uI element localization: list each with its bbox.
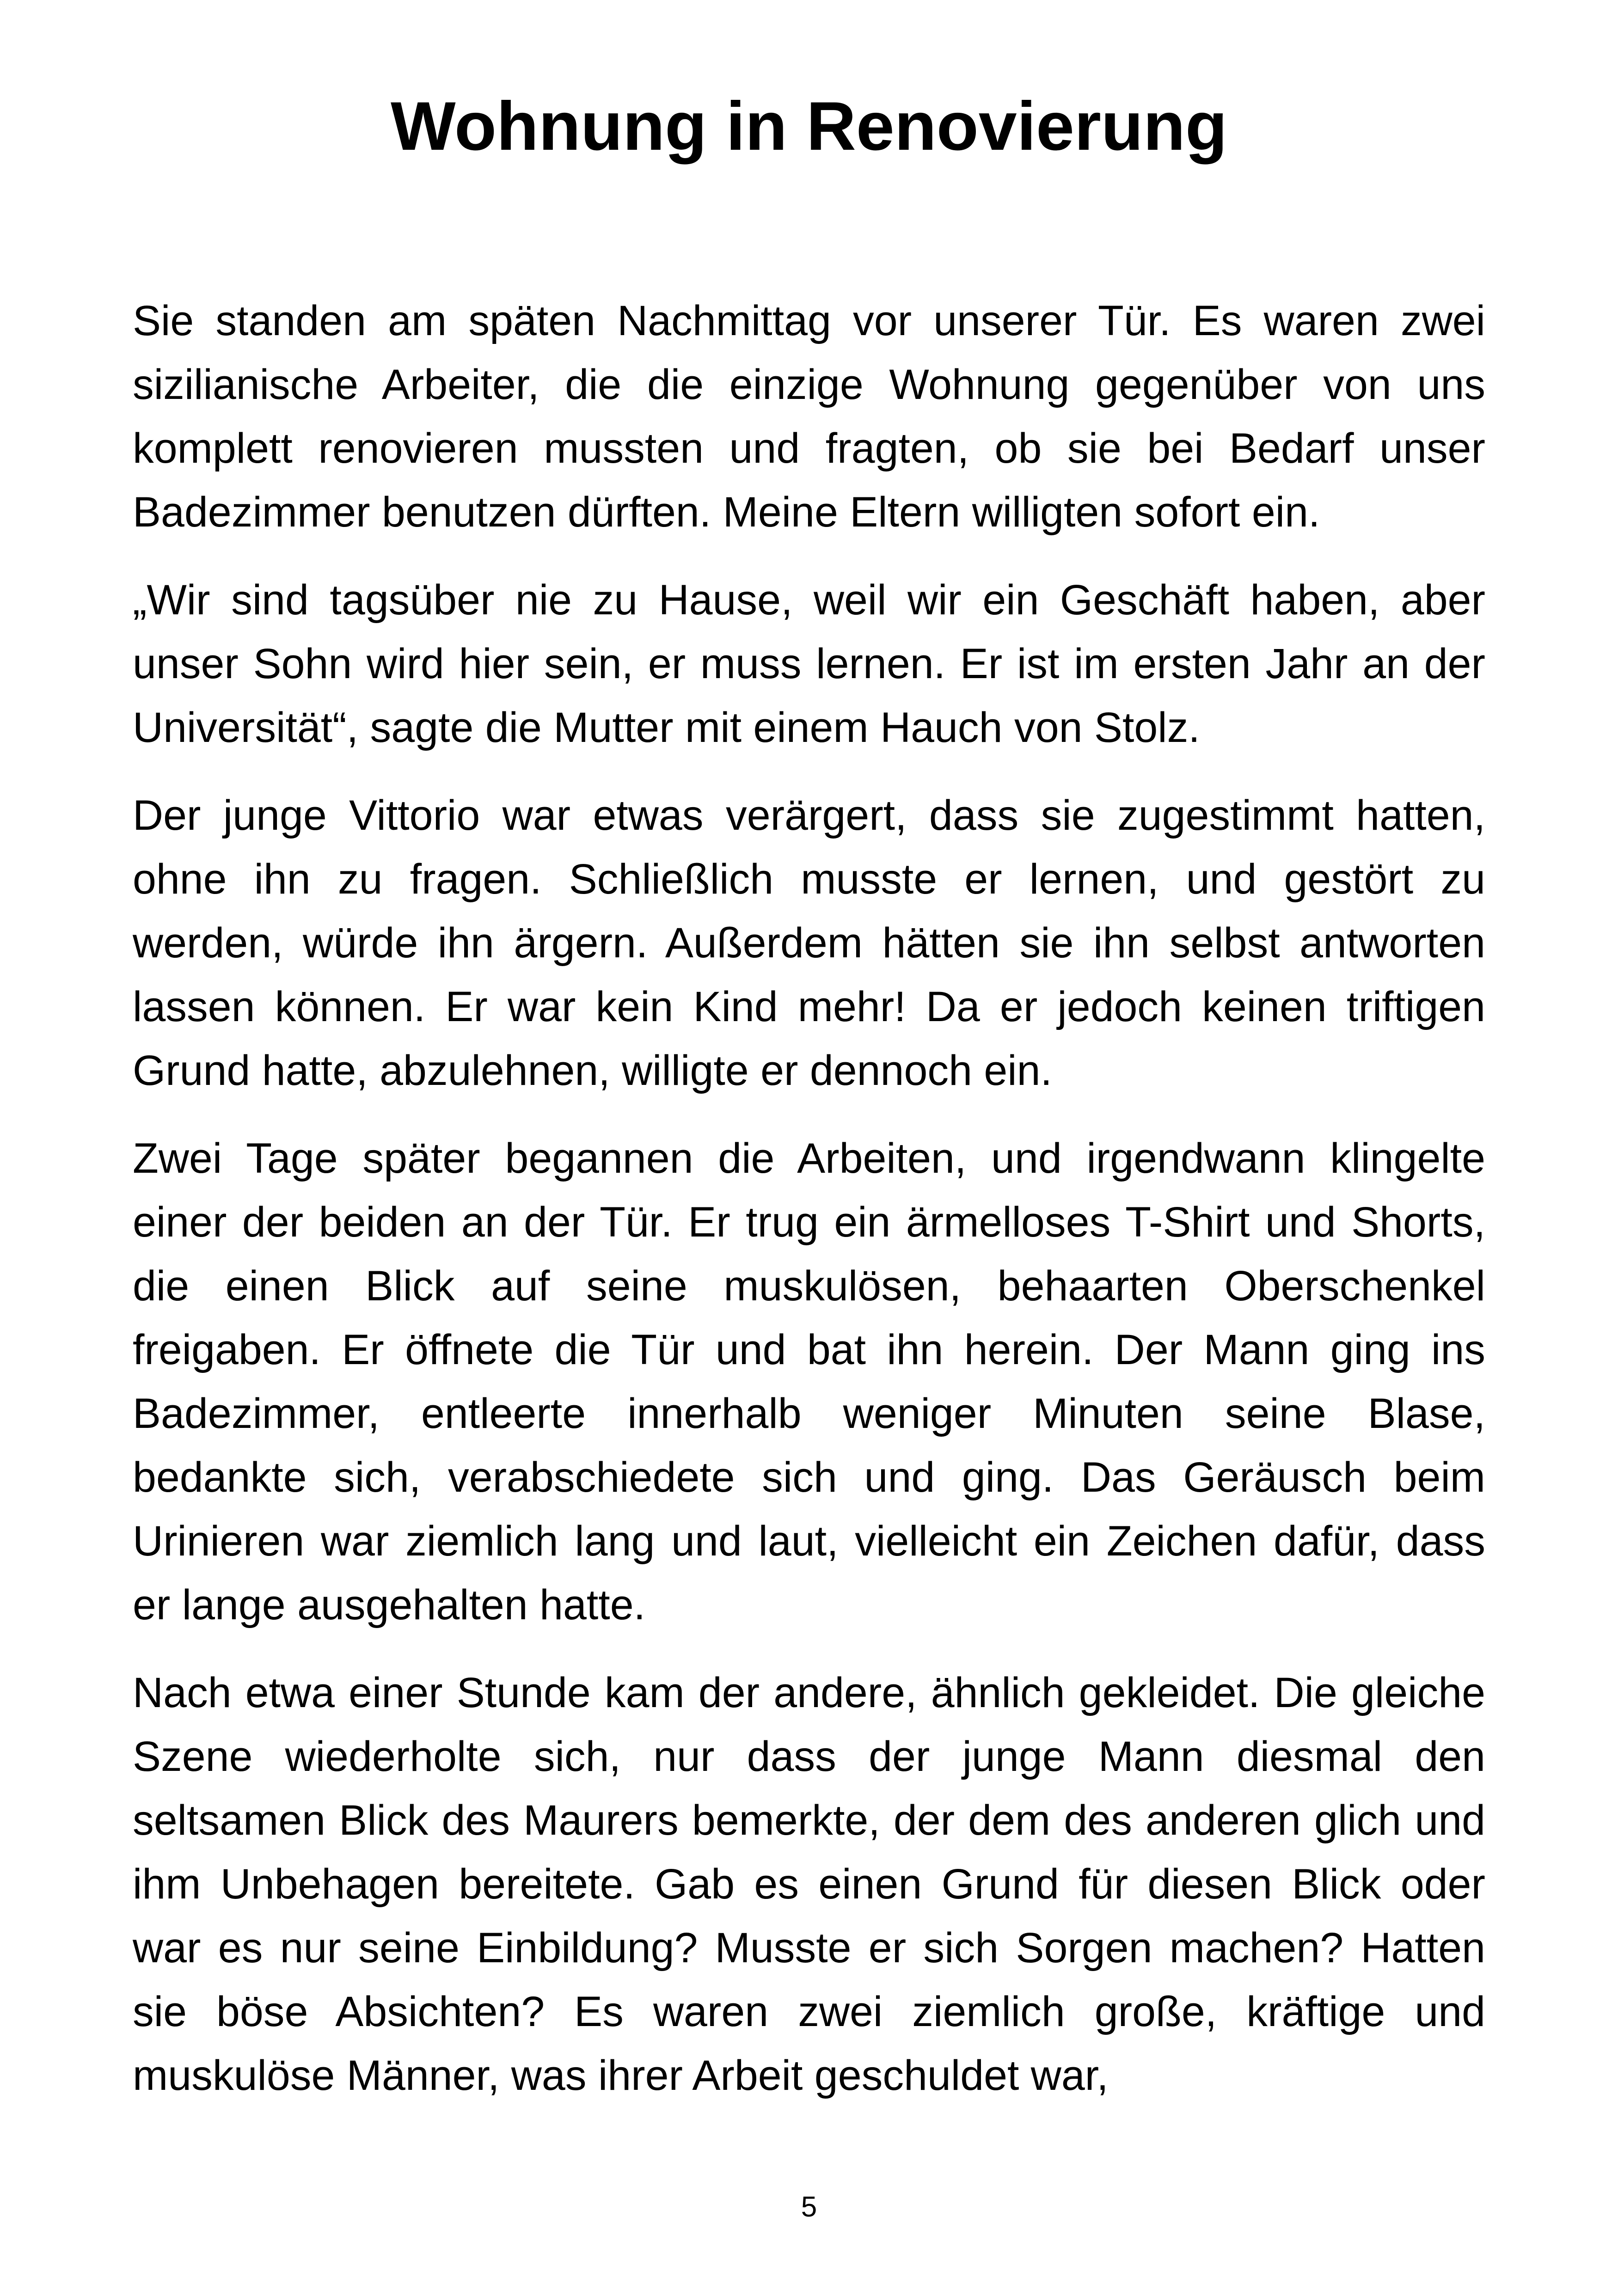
paragraph-2: „Wir sind tagsüber nie zu Hause, weil wir ein Geschäft haben, aber unser Sohn wird hier sein, er muss lernen. Er ist im ersten Jahr an der Universität“, sagte die Mutter mit einem Hauch von Stolz. xyxy=(133,576,1485,751)
page-number: 5 xyxy=(801,2191,817,2223)
paragraph-5: Nach etwa einer Stunde kam der andere, ähnlich gekleidet. Die gleiche Szene wiederholte sich, nur dass der junge Mann diesmal den seltsamen Blick des Maurers bemerkte, der dem des anderen glich und ihm Unbehagen bereitete. Gab es einen Grund für diesen Blick oder war es nur seine Einbildung? Musste er sich Sorgen machen? Hatten sie böse Absichten? Es waren zwei ziemlich große, kräftige und muskulöse Männer, was ihrer Arbeit geschuldet war, xyxy=(133,1669,1485,2099)
paragraph-1: Sie standen am späten Nachmittag vor unserer Tür. Es waren zwei sizilianische Arbeiter, die die einzige Wohnung gegenüber von uns komplett renovieren mussten und fragten, ob sie bei Bedarf unser Badezimmer benutzen dürften. Meine Eltern willigten sofort ein. xyxy=(133,297,1485,536)
paragraph-4: Zwei Tage später begannen die Arbeiten, und irgendwann klingelte einer der beiden an der Tür. Er trug ein ärmelloses T-Shirt und Shorts, die einen Blick auf seine muskulösen, behaarten Oberschenkel freigaben. Er öffnete die Tür und bat ihn herein. Der Mann ging ins Badezimmer, entleerte innerhalb weniger Minuten seine Blase, bedankte sich, verabschiedete sich und ging. Das Geräusch beim Urinieren war ziemlich lang und laut, vielleicht ein Zeichen dafür, dass er lange ausgehalten hatte. xyxy=(133,1135,1485,1629)
paragraph-3: Der junge Vittorio war etwas verärgert, dass sie zugestimmt hatten, ohne ihn zu fragen. Schließlich musste er lernen, und gestört zu werden, würde ihn ärgern. Außerdem hätten sie ihn selbst antworten lassen können. Er war kein Kind mehr! Da er jedoch keinen triftigen Grund hatte, abzulehnen, willigte er dennoch ein. xyxy=(133,792,1485,1094)
body-text xyxy=(133,289,1485,2131)
chapter-title: Wohnung in Renovierung xyxy=(391,87,1227,165)
